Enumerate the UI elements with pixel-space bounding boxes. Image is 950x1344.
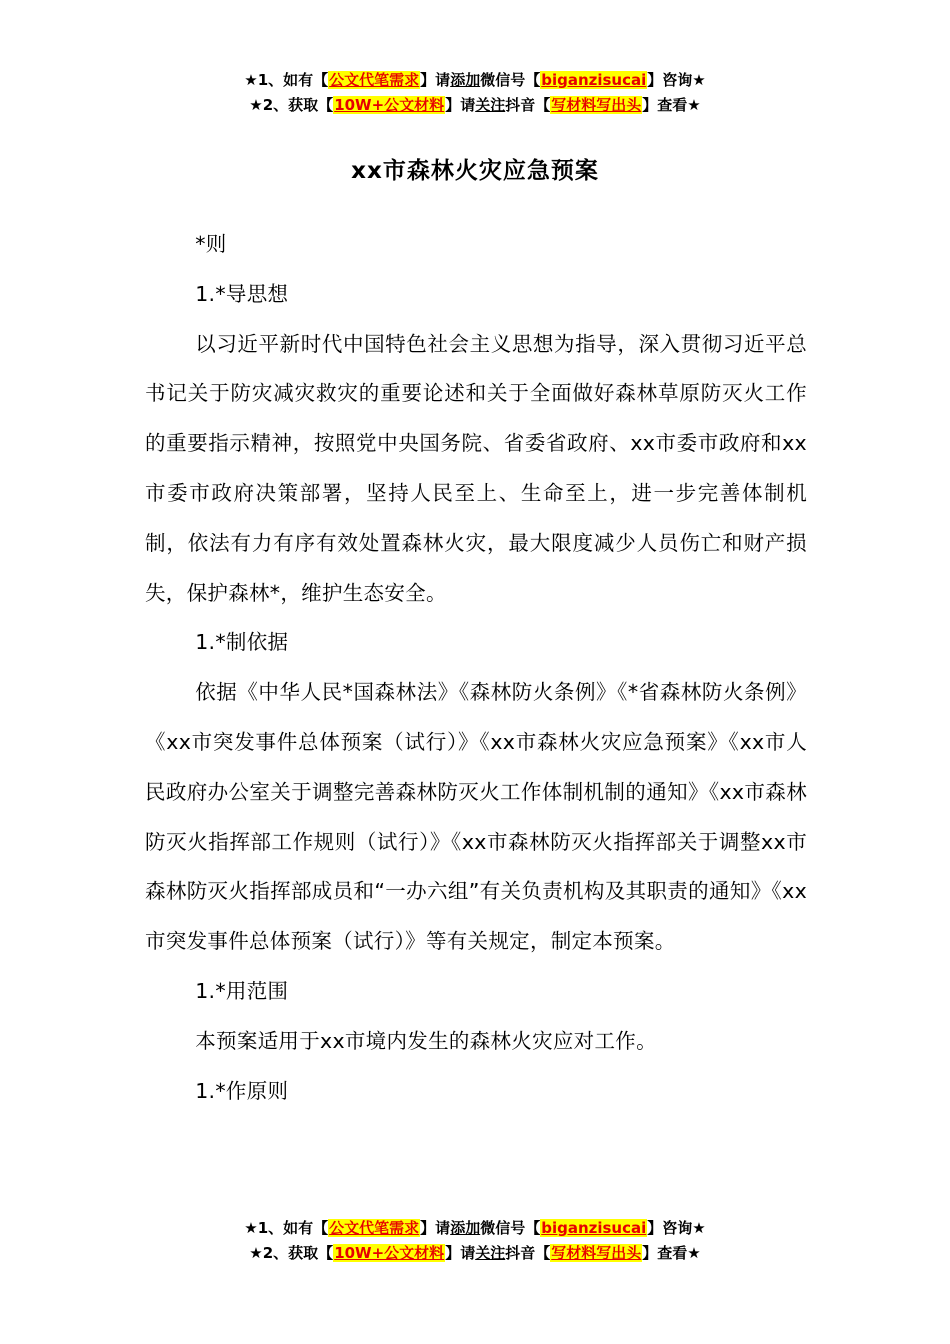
body-paragraph: 本预案适用于xx市境内发生的森林火灾应对工作。 xyxy=(195,1028,657,1053)
banner-highlight: 公文代笔需求 xyxy=(329,1219,420,1237)
banner-text: 微信号【 xyxy=(480,71,541,89)
banner-text: 】请 xyxy=(445,1244,476,1262)
banner-highlight: biganzisucai xyxy=(541,1219,647,1237)
banner-text: 抖音【 xyxy=(505,1244,551,1262)
banner-highlight: 10W+公文材料 xyxy=(334,96,445,114)
banner-line-1 xyxy=(0,68,950,93)
banner-text: 】查看★ xyxy=(642,1244,701,1262)
body-paragraph: 依据《中华人民*国森林法》《森林防火条例》《*省森林防火条例》《xx市突发事件总体预案（试行）》《xx市森林火灾应急预案》《xx市人民政府办公室关于调整完善森林防灭火工作体制机制的通知》《xx市森林防灭火指挥部工作规则（试行）》《xx市森林防灭火指挥部关于调整xx市森林防灭火指挥部成员和“一办六组”有关负责机构及其职责的通知》《xx市突发事件总体预案（试行）》等有关规定，制定本预案。 xyxy=(145,680,807,954)
banner-emphasis: 关注 xyxy=(475,96,506,114)
banner-text: ★2、获取【 xyxy=(249,96,334,114)
banner-emphasis: 添加 xyxy=(450,71,481,89)
banner-emphasis: 关注 xyxy=(475,1244,506,1262)
document-body xyxy=(145,220,807,1116)
banner-line-1 xyxy=(0,1216,950,1241)
subsection-heading: 1.*用范围 xyxy=(195,978,289,1003)
banner-highlight: 公文代笔需求 xyxy=(329,71,420,89)
banner-text: ★1、如有【 xyxy=(244,71,329,89)
banner-emphasis: 添加 xyxy=(450,1219,481,1237)
banner-highlight: biganzisucai xyxy=(541,71,647,89)
banner-highlight: 10W+公文材料 xyxy=(334,1244,445,1262)
banner-text: 】咨询★ xyxy=(647,71,706,89)
banner-text: 】请 xyxy=(420,71,451,89)
banner-text: 】请 xyxy=(420,1219,451,1237)
banner-highlight: 写材料写出头 xyxy=(551,96,642,114)
document-title: xx市森林火灾应急预案 xyxy=(351,158,599,184)
banner-line-2 xyxy=(0,1241,950,1266)
body-paragraph: 以习近平新时代中国特色社会主义思想为指导，深入贯彻习近平总书记关于防灾减灾救灾的重要论述和关于全面做好森林草原防灭火工作的重要指示精神，按照党中央国务院、省委省政府、xx市委市政府和xx市委市政府决策部署，坚持人民至上、生命至上，进一步完善体制机制，依法有力有序有效处置森林火灾，最大限度减少人员伤亡和财产损失，保护森林*，维护生态安全。 xyxy=(145,331,807,605)
banner-text: ★2、获取【 xyxy=(249,1244,334,1262)
subsection-heading: 1.*作原则 xyxy=(195,1078,289,1103)
banner-text: ★1、如有【 xyxy=(244,1219,329,1237)
banner-text: 】咨询★ xyxy=(647,1219,706,1237)
banner-text: 抖音【 xyxy=(505,96,551,114)
section-heading: *则 xyxy=(195,232,227,256)
header-banner xyxy=(0,68,950,118)
banner-text: 微信号【 xyxy=(480,1219,541,1237)
banner-line-2 xyxy=(0,93,950,118)
subsection-heading: 1.*制依据 xyxy=(195,630,289,655)
banner-text: 】请 xyxy=(445,96,476,114)
banner-text: 】查看★ xyxy=(642,96,701,114)
footer-banner xyxy=(0,1216,950,1266)
banner-highlight: 写材料写出头 xyxy=(551,1244,642,1262)
subsection-heading: 1.*导思想 xyxy=(195,281,289,306)
